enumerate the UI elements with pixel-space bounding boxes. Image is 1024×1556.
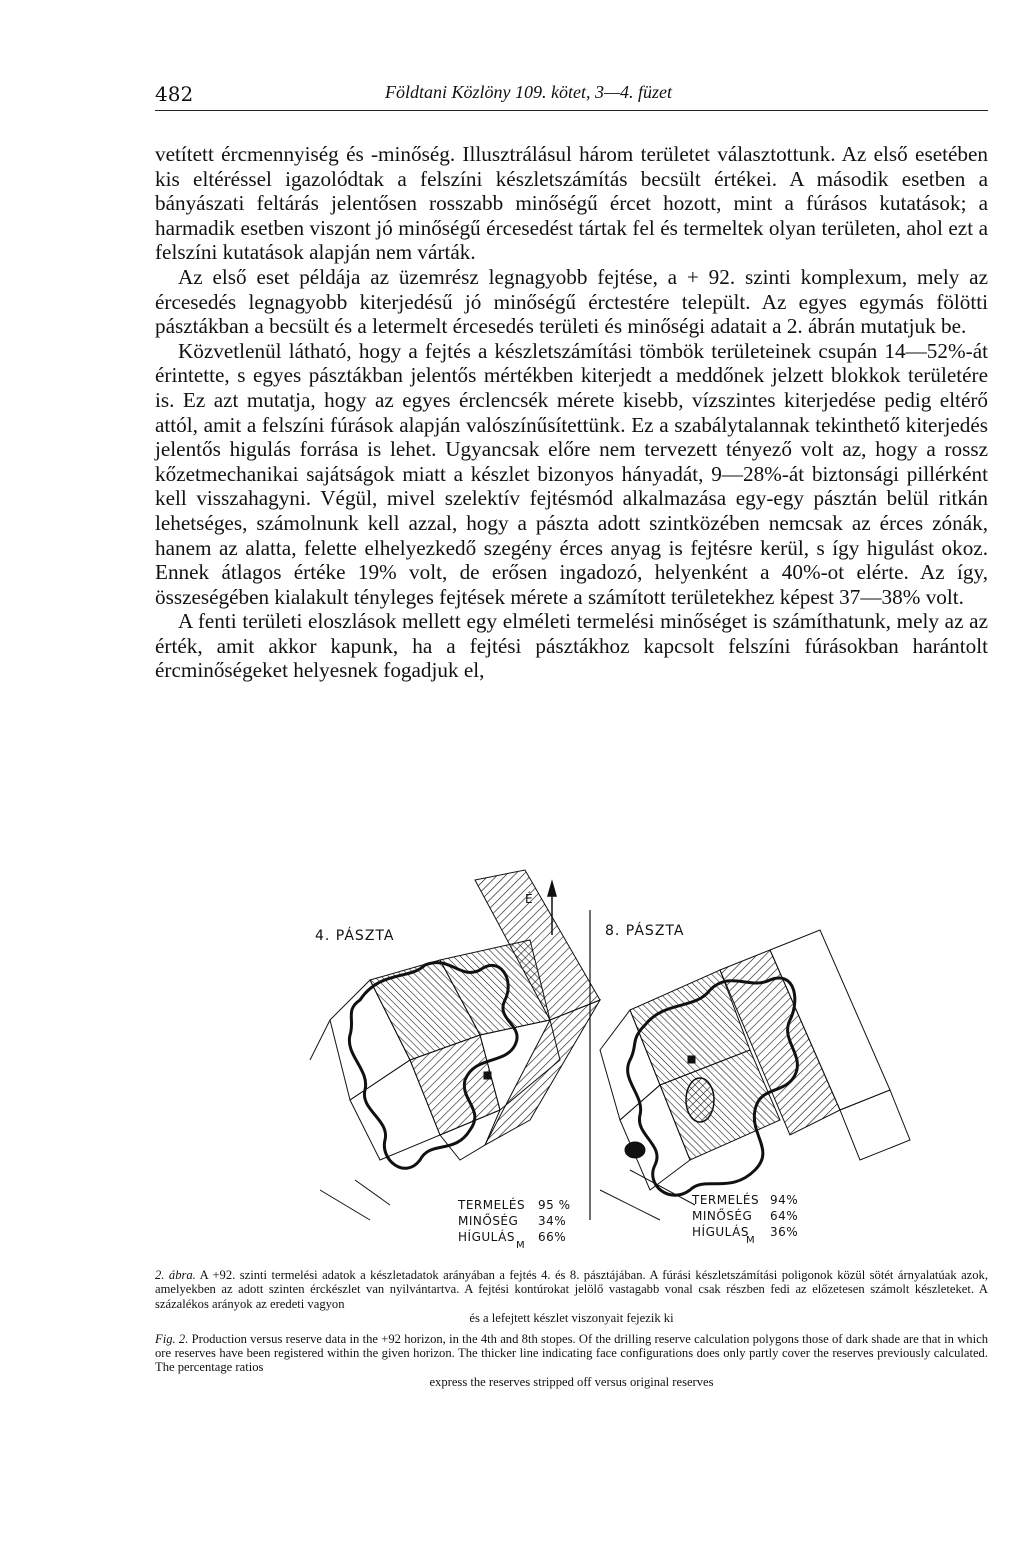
figure-2 <box>300 860 1000 1260</box>
stat-label: TERMELÉS <box>692 1193 760 1207</box>
caption-text-en: Production versus reserve data in the +92 horizon, in the 4th and 8th stopes. Of the drilling reserve calculation polygons those of dark shade are that in which ore reserves have been registered within the given horizon. The thicker line indicating face configurations does only partly cover the reserves previously calculated. The percentage ratios <box>155 1331 988 1375</box>
paragraph: A fenti területi eloszlások mellett egy elméleti termelési minőséget is számíthatunk, mely az az érték, amit akkor kapunk, ha a fejtési pásztákhoz kapcsolt felszíni fúrásokban harántolt ércminőségeket helyesnek fogadjuk el, <box>155 609 988 683</box>
caption-last-line-hu: és a lefejtett készlet viszonyait fejezik ki <box>469 1311 674 1326</box>
stope-maps-drawing <box>300 860 1000 1260</box>
running-head: Földtani Közlöny 109. kötet, 3—4. füzet <box>385 82 672 102</box>
stat-value: 66% <box>538 1230 567 1244</box>
caption-label-en: Fig. 2. <box>155 1331 189 1346</box>
caption-english <box>155 1332 988 1390</box>
stat-subscript: M <box>516 1240 526 1251</box>
paragraph: vetített ércmennyiség és -minőség. Illusztrálásul három területet választottunk. Az első esetében kis eltéréssel igazolódtak a felszíni készletszámítás becsült értékei. A második esetben a bányászati feltárás jelentősen rosszabb minőségű ércet hozott, mint a fúrásos kutatások; a harmadik esetben viszont jó minőségű ércesedést tártak fel és termeltek olyan területen, ahol ezt a felszíni kutatások alapján nem várták. <box>155 142 988 265</box>
paragraph: Az első eset példája az üzemrész legnagyobb fejtése, a + 92. szinti komplexum, mely az ércesedés legnagyobb kiterjedésű jó minőségű érctestére települt. Az egyes egymás fölötti pásztákban a becsült és a letermelt ércesedés területi és minőségi adatait a 2. ábrán mutatjuk be. <box>155 264 988 339</box>
page-number: 482 <box>155 82 194 106</box>
stat-value: 64% <box>770 1209 799 1223</box>
north-label: É <box>525 892 534 906</box>
stat-value: 36% <box>770 1225 799 1239</box>
stat-label: TERMELÉS <box>458 1198 526 1212</box>
stat-label: MINŐSÉG <box>692 1209 753 1223</box>
stat-value: 95 % <box>538 1198 571 1212</box>
stope-title-left: 4. PÁSZTA <box>315 928 395 944</box>
left-stope-map <box>310 870 600 1220</box>
stope-title-right: 8. PÁSZTA <box>605 923 685 939</box>
stat-label: HÍGULÁS <box>692 1225 749 1239</box>
stat-label: HÍGULÁS <box>458 1230 515 1244</box>
caption-hungarian <box>155 1268 988 1326</box>
caption-last-line-en: express the reserves stripped off versus original reserves <box>429 1374 714 1389</box>
page-header <box>155 80 988 111</box>
body-text <box>155 142 988 683</box>
right-stope-map <box>600 930 910 1220</box>
figure-caption <box>155 1268 988 1395</box>
stat-value: 94% <box>770 1193 799 1207</box>
stat-value: 34% <box>538 1214 567 1228</box>
caption-label-hu: 2. ábra. <box>155 1268 196 1282</box>
stat-label: MINŐSÉG <box>458 1214 519 1228</box>
caption-text-hu: A +92. szinti termelési adatok a készletadatok arányában a fejtés 4. és 8. pásztájában. A fúrási készletszámítási poligonok közül sötét árnyalatúak azok, amelyekben az adott szinten érckészlet van nyilvántartva. A fejtési kontúrokat jelölő vastagabb vonal csak részben fedi az előzetesen számolt készleteket. A százalékos arányok az eredeti vagyon <box>155 1268 988 1311</box>
paragraph: Közvetlenül látható, hogy a fejtés a készletszámítási tömbök területeinek csupán 14—52%-át érintette, s egyes pásztákban jelentős mértékben kiterjedt a meddőnek jelzett blokkok területére is. Ez azt mutatja, hogy az egyes érclencsék mérete kisebb, vízszintes kiterjedése pedig eltérő attól, amit a felszíni fúrások alapján valószínűsítettünk. Ez a szabálytalannak tekinthető kiterjedés jelentős higulás forrása is lehet. Ugyancsak előre nem tervezett tényező volt az, hogy a rossz kőzetmechanikai sajátságok miatt a készlet bizonyos hányadát, 9—28%-át biztonsági pillérként kell visszahagyni. Végül, mivel szelektív fejtésmód alkalmazása egy-egy pásztán belül ritkán lehetséges, számolnunk kell azzal, hogy a pászta adott szintközében nemcsak az érces zónák, hanem az alatta, felette elhelyezkedő szegény érces anyag is fejtésre kerül, s így higulást okoz. Ennek átlagos értéke 19% volt, de erősen ingadozó, helyenként a 40%-ot elérte. Az így, összeségében kialakult tényleges fejtések mérete a számított területekhez képest 37—38% volt. <box>155 338 988 609</box>
stat-subscript: M <box>746 1235 756 1246</box>
